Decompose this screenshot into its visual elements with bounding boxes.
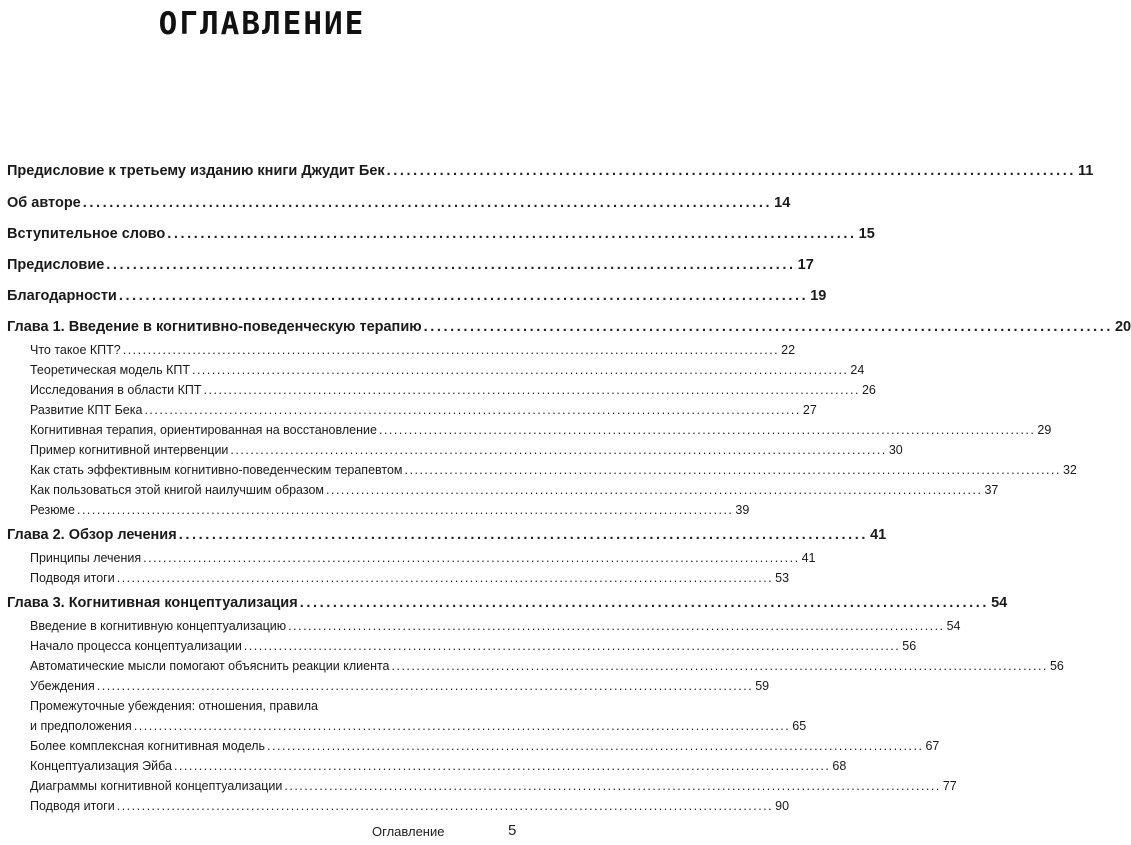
leader-dots: ....................................................................................................................................	[133, 719, 791, 733]
toc-entry-label: Пример когнитивной интервенции	[30, 443, 229, 457]
toc-entry-label-line1[interactable]: Промежуточные убеждения: отношения, правила	[30, 699, 318, 713]
leader-dots: ....................................................................................................................................	[230, 443, 887, 457]
toc-subentry[interactable]	[30, 463, 1077, 477]
leader-dots: ....................................................................................................................................	[404, 463, 1061, 477]
toc-entry-page: 11	[1078, 163, 1094, 179]
toc-subentry[interactable]	[30, 799, 790, 813]
leader-dots: ........................................................................................................	[167, 226, 857, 242]
toc-entry-label: Резюме	[30, 503, 75, 517]
toc-entry-label: Глава 1. Введение в когнитивно-поведенческую терапию	[7, 319, 422, 335]
toc-subentry[interactable]	[30, 483, 999, 497]
toc-entry-page: 68	[832, 759, 847, 773]
toc-entry-page: 15	[858, 226, 875, 242]
leader-dots: ....................................................................................................................................	[284, 779, 941, 793]
toc-entry-page: 24	[850, 363, 865, 377]
toc-subentry[interactable]	[30, 363, 865, 377]
toc-chapter[interactable]	[7, 595, 1008, 611]
toc-entry[interactable]	[7, 163, 1094, 179]
toc-subentry[interactable]	[30, 759, 847, 773]
toc-entry-label: Когнитивная терапия, ориентированная на восстановление	[30, 423, 377, 437]
leader-dots: ....................................................................................................................................	[391, 659, 1048, 673]
toc-subentry[interactable]	[30, 383, 876, 397]
leader-dots: ....................................................................................................................................	[203, 383, 860, 397]
toc-entry-page: 53	[775, 571, 790, 585]
toc-entry-page: 20	[1114, 319, 1131, 335]
toc-entry-label: Начало процесса концептуализации	[30, 639, 242, 653]
leader-dots: ....................................................................................................................................	[116, 799, 774, 813]
leader-dots: ........................................................................................................	[299, 595, 990, 611]
toc-entry-page: 37	[984, 483, 999, 497]
leader-dots: ....................................................................................................................................	[122, 343, 780, 357]
toc-entry-label: Глава 2. Обзор лечения	[7, 527, 177, 543]
toc-entry[interactable]	[7, 226, 875, 242]
leader-dots: ........................................................................................................	[118, 288, 809, 304]
toc-subentry[interactable]	[30, 739, 940, 753]
toc-entry-label: Развитие КПТ Бека	[30, 403, 143, 417]
leader-dots: ........................................................................................................	[106, 257, 796, 273]
toc-entry[interactable]	[7, 257, 814, 273]
toc-entry-label: Как стать эффективным когнитивно-поведенческим терапевтом	[30, 463, 403, 477]
page-title: ОГЛАВЛЕНИЕ	[158, 6, 366, 42]
toc-entry-page: 17	[797, 257, 814, 273]
toc-entry-label: Диаграммы когнитивной концептуализации	[30, 779, 283, 793]
toc-entry-page: 77	[942, 779, 957, 793]
leader-dots: ....................................................................................................................................	[191, 363, 849, 377]
toc-entry-page: 54	[946, 619, 961, 633]
toc-subentry[interactable]	[30, 619, 961, 633]
toc-entry-label: Предисловие	[7, 257, 105, 273]
toc-subentry[interactable]	[30, 503, 750, 517]
toc-entry-page: 14	[774, 195, 791, 211]
toc-subentry[interactable]	[30, 423, 1052, 437]
page-number: 5	[508, 822, 517, 839]
leader-dots: ....................................................................................................................................	[144, 403, 801, 417]
toc-entry-label: Подводя итоги	[30, 799, 115, 813]
toc-entry-page: 56	[1049, 659, 1064, 673]
leader-dots: ....................................................................................................................................	[243, 639, 901, 653]
toc-entry-page: 56	[902, 639, 917, 653]
leader-dots: ....................................................................................................................................	[173, 759, 831, 773]
toc-entry-label: Как пользоваться этой книгой наилучшим образом	[30, 483, 325, 497]
leader-dots: ....................................................................................................................................	[378, 423, 1036, 437]
leader-dots: ........................................................................................................	[178, 527, 869, 543]
leader-dots: ........................................................................................................	[82, 195, 773, 211]
toc-subentry[interactable]	[30, 639, 917, 653]
leader-dots: ....................................................................................................................................	[326, 483, 983, 497]
toc-entry-page: 30	[888, 443, 903, 457]
leader-dots: ....................................................................................................................................	[288, 619, 945, 633]
toc-entry[interactable]	[7, 288, 827, 304]
toc-subentry[interactable]	[30, 571, 790, 585]
leader-dots: ....................................................................................................................................	[267, 739, 924, 753]
toc-entry-label: Подводя итоги	[30, 571, 115, 585]
leader-dots: ....................................................................................................................................	[116, 571, 774, 585]
toc-entry-label: Глава 3. Когнитивная концептуализация	[7, 595, 298, 611]
toc-subentry[interactable]	[30, 659, 1064, 673]
toc-entry-page: 65	[792, 719, 807, 733]
toc-entry-label: Что такое КПТ?	[30, 343, 121, 357]
toc-entry-label: Автоматические мысли помогают объяснить реакции клиента	[30, 659, 390, 673]
toc-entry-label: Принципы лечения	[30, 551, 142, 565]
toc-subentry[interactable]	[30, 443, 903, 457]
toc-entry-label: Вступительное слово	[7, 226, 166, 242]
toc-entry[interactable]	[7, 195, 791, 211]
toc-entry-page: 27	[802, 403, 817, 417]
toc-entry-label: Благодарности	[7, 288, 117, 304]
running-footer-title: Оглавление	[372, 824, 445, 839]
toc-entry-page: 32	[1062, 463, 1077, 477]
toc-entry-page: 29	[1037, 423, 1052, 437]
toc-entry-page: 39	[735, 503, 750, 517]
toc-subentry[interactable]	[30, 719, 807, 733]
toc-entry-label: Введение в когнитивную концептуализацию	[30, 619, 287, 633]
toc-chapter[interactable]	[7, 319, 1131, 335]
toc-subentry[interactable]	[30, 779, 957, 793]
leader-dots: ....................................................................................................................................	[76, 503, 734, 517]
toc-entry-label: Теоретическая модель КПТ	[30, 363, 190, 377]
toc-entry-page: 67	[925, 739, 940, 753]
toc-entry-page: 41	[801, 551, 816, 565]
leader-dots: ........................................................................................................	[386, 163, 1077, 179]
toc-entry-label: Предисловие к третьему изданию книги Джудит Бек	[7, 163, 385, 179]
toc-entry-page: 41	[870, 527, 887, 543]
toc-entry-label: Более комплексная когнитивная модель	[30, 739, 266, 753]
toc-entry-label: Исследования в области КПТ	[30, 383, 202, 397]
toc-entry-page: 26	[861, 383, 876, 397]
toc-subentry[interactable]	[30, 403, 817, 417]
leader-dots: ....................................................................................................................................	[143, 551, 800, 565]
toc-entry-page: 59	[755, 679, 770, 693]
toc-subentry[interactable]	[30, 679, 770, 693]
toc-subentry[interactable]	[30, 343, 796, 357]
toc-entry-page: 54	[991, 595, 1008, 611]
leader-dots: ........................................................................................................	[423, 319, 1113, 335]
toc-entry-label: Об авторе	[7, 195, 81, 211]
toc-entry-label: и предположения	[30, 719, 132, 733]
toc-entry-label: Концептуализация Эйба	[30, 759, 172, 773]
toc-entry-page: 90	[775, 799, 790, 813]
toc-entry-label: Убеждения	[30, 679, 95, 693]
toc-entry-page: 19	[810, 288, 827, 304]
toc-chapter[interactable]	[7, 527, 887, 543]
leader-dots: ....................................................................................................................................	[96, 679, 754, 693]
toc-subentry[interactable]	[30, 551, 816, 565]
toc-entry-page: 22	[781, 343, 796, 357]
